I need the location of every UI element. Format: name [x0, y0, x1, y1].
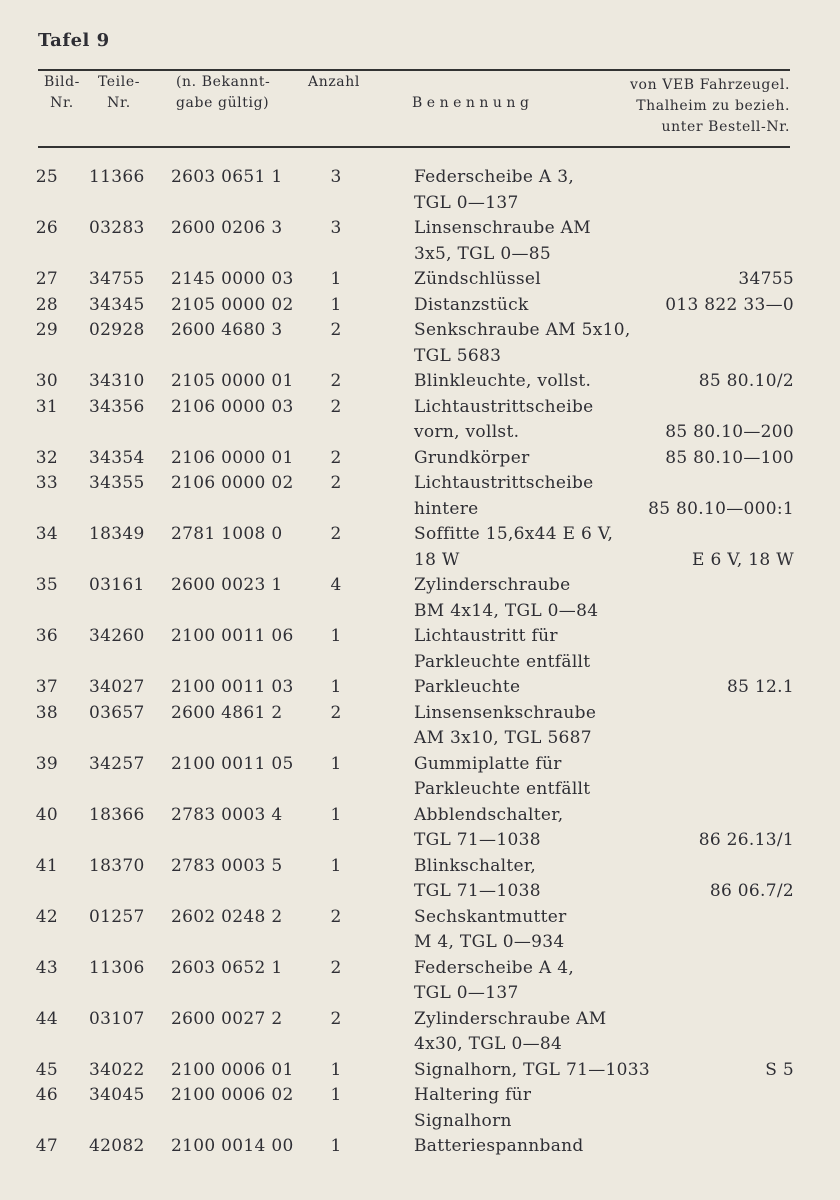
bekanntgabe-number: 2600 0027 2 — [171, 1008, 283, 1029]
benennung-line: Parkleuchte entfällt — [414, 779, 591, 799]
bild-number: 27 — [35, 269, 58, 289]
benennung-line: 4x30, TGL 0—84 — [414, 1034, 563, 1054]
benennung-line: 18 W — [414, 549, 460, 570]
bild-number: 43 — [35, 957, 58, 978]
bekanntgabe-number: 2106 0000 03 — [171, 396, 294, 417]
bekanntgabe-number: 2100 0006 02 — [171, 1085, 294, 1105]
teile-number: 34045 — [89, 1085, 145, 1105]
benennung-line: Senkschraube AM 5x10, — [414, 320, 631, 340]
anzahl-value: 2 — [330, 1008, 342, 1029]
bild-number: 39 — [35, 753, 58, 774]
anzahl-value: 3 — [330, 218, 342, 238]
bestell-number: S 5 — [765, 1059, 794, 1080]
bild-number: 33 — [35, 473, 58, 493]
benennung-line: Lichtaustrittscheibe — [414, 473, 594, 493]
header-anzahl: Anzahl — [308, 74, 360, 90]
teile-number: 34260 — [89, 626, 145, 646]
bild-number: 38 — [35, 702, 58, 723]
bekanntgabe-number: 2600 4680 3 — [171, 320, 283, 340]
anzahl-value: 1 — [330, 804, 342, 825]
bild-number: 46 — [35, 1085, 58, 1105]
bestell-number: 85 80.10—000:1 — [648, 498, 794, 519]
bekanntgabe-number: 2600 0023 1 — [171, 575, 283, 595]
bild-number: 41 — [35, 855, 58, 876]
anzahl-value: 2 — [330, 371, 342, 391]
bild-number: 37 — [35, 677, 58, 697]
anzahl-value: 1 — [330, 1059, 342, 1080]
benennung-line: TGL 0—137 — [414, 983, 519, 1003]
benennung-line: Zündschlüssel — [414, 269, 542, 289]
anzahl-value: 1 — [330, 855, 342, 876]
teile-number: 34310 — [89, 371, 145, 391]
bekanntgabe-number: 2105 0000 02 — [171, 294, 294, 315]
teile-number: 01257 — [89, 906, 145, 927]
teile-number: 03107 — [89, 1008, 145, 1029]
bekanntgabe-number: 2100 0011 03 — [171, 677, 294, 697]
bild-number: 31 — [35, 396, 58, 417]
benennung-line: TGL 71—1038 — [414, 830, 541, 850]
bild-number: 42 — [35, 906, 58, 927]
benennung-line: Parkleuchte entfällt — [414, 651, 591, 672]
benennung-line: Federscheibe A 4, — [414, 957, 575, 978]
anzahl-value: 2 — [330, 396, 342, 417]
benennung-line: Soffitte 15,6x44 E 6 V, — [414, 524, 614, 544]
bekanntgabe-number: 2145 0000 03 — [171, 269, 294, 289]
anzahl-value: 1 — [330, 677, 342, 697]
benennung-line: TGL 71—1038 — [414, 881, 541, 901]
bild-number: 36 — [35, 626, 58, 646]
bestell-number: 85 80.10—200 — [665, 422, 794, 442]
bekanntgabe-number: 2781 1008 0 — [171, 524, 283, 544]
header-teile-line2: Nr. — [107, 95, 131, 111]
benennung-line: Blinkschalter, — [414, 855, 537, 876]
benennung-line: Distanzstück — [414, 294, 529, 315]
bekanntgabe-number: 2100 0006 01 — [171, 1059, 294, 1080]
bekanntgabe-number: 2105 0000 01 — [171, 371, 294, 391]
anzahl-value: 1 — [330, 753, 342, 774]
anzahl-value: 3 — [330, 167, 342, 187]
teile-number: 34027 — [89, 677, 145, 697]
bestell-number: 86 06.7/2 — [709, 881, 794, 901]
benennung-line: BM 4x14, TGL 0—84 — [414, 600, 599, 621]
benennung-line: hintere — [414, 498, 479, 519]
bild-number: 34 — [35, 524, 58, 544]
bestell-number: 34755 — [738, 269, 794, 289]
benennung-line: TGL 0—137 — [414, 192, 519, 213]
benennung-line: Federscheibe A 3, — [414, 167, 575, 187]
bekanntgabe-number: 2783 0003 5 — [171, 855, 283, 876]
benennung-line: Zylinderschraube AM — [414, 1008, 607, 1029]
benennung-line: Linsenschraube AM — [414, 218, 591, 238]
benennung-line: vorn, vollst. — [414, 422, 520, 442]
anzahl-value: 1 — [330, 269, 342, 289]
header-veb-line1: von VEB Fahrzeugel. — [630, 77, 790, 93]
bild-number: 25 — [35, 167, 58, 187]
header-veb-line2: Thalheim zu bezieh. — [636, 98, 790, 114]
teile-number: 11366 — [89, 167, 145, 187]
bestell-number: 85 12.1 — [727, 677, 794, 697]
page-title: Tafel 9 — [38, 30, 110, 51]
teile-number: 34022 — [89, 1059, 145, 1080]
benennung-line: Signalhorn — [414, 1110, 512, 1131]
header-veb-line3: unter Bestell-Nr. — [661, 119, 790, 135]
anzahl-value: 1 — [330, 1136, 342, 1156]
benennung-line: Batteriespannband — [414, 1136, 584, 1156]
benennung-line: Sechskantmutter — [414, 906, 567, 927]
teile-number: 34355 — [89, 473, 145, 493]
bekanntgabe-number: 2600 4861 2 — [171, 702, 283, 723]
bild-number: 32 — [35, 447, 58, 468]
teile-number: 34345 — [89, 294, 145, 315]
header-bekannt-line2: gabe gültig) — [176, 95, 270, 111]
teile-number: 34257 — [89, 753, 145, 774]
teile-number: 34354 — [89, 447, 145, 468]
benennung-line: Parkleuchte — [414, 677, 521, 697]
teile-number: 42082 — [89, 1136, 145, 1156]
anzahl-value: 2 — [330, 447, 342, 468]
bekanntgabe-number: 2106 0000 02 — [171, 473, 294, 493]
header-bekannt-line1: (n. Bekannt- — [176, 74, 271, 90]
teile-number: 34356 — [89, 396, 145, 417]
benennung-line: 3x5, TGL 0—85 — [414, 243, 551, 264]
teile-number: 03283 — [89, 218, 145, 238]
benennung-line: Signalhorn, TGL 71—1033 — [414, 1059, 650, 1080]
bild-number: 45 — [35, 1059, 58, 1080]
anzahl-value: 2 — [330, 524, 342, 544]
anzahl-value: 2 — [330, 473, 342, 493]
teile-number: 18370 — [89, 855, 145, 876]
bekanntgabe-number: 2100 0014 00 — [171, 1136, 294, 1156]
benennung-line: TGL 5683 — [414, 345, 502, 366]
teile-number: 18366 — [89, 804, 145, 825]
benennung-line: Grundkörper — [414, 447, 530, 468]
bild-number: 28 — [35, 294, 58, 315]
bekanntgabe-number: 2100 0011 05 — [171, 753, 294, 774]
anzahl-value: 1 — [330, 1085, 342, 1105]
bekanntgabe-number: 2106 0000 01 — [171, 447, 294, 468]
bestell-number: 85 80.10/2 — [698, 371, 794, 391]
bild-number: 40 — [35, 804, 58, 825]
header-bild-line2: Nr. — [50, 95, 74, 111]
anzahl-value: 2 — [330, 320, 342, 340]
teile-number: 34755 — [89, 269, 145, 289]
anzahl-value: 4 — [330, 575, 342, 595]
anzahl-value: 2 — [330, 702, 342, 723]
teile-number: 02928 — [89, 320, 145, 340]
bekanntgabe-number: 2600 0206 3 — [171, 218, 283, 238]
teile-number: 03657 — [89, 702, 145, 723]
anzahl-value: 1 — [330, 294, 342, 315]
teile-number: 03161 — [89, 575, 145, 595]
bekanntgabe-number: 2603 0652 1 — [171, 957, 283, 978]
benennung-line: AM 3x10, TGL 5687 — [414, 728, 592, 748]
benennung-line: Haltering für — [414, 1085, 532, 1105]
benennung-line: Abblendschalter, — [414, 804, 564, 825]
bekanntgabe-number: 2602 0248 2 — [171, 906, 283, 927]
benennung-line: Linsensenkschraube — [414, 702, 597, 723]
benennung-line: Lichtaustritt für — [414, 626, 558, 646]
bild-number: 47 — [35, 1136, 58, 1156]
bild-number: 26 — [35, 218, 58, 238]
header-benennung: Benennung — [412, 95, 534, 111]
bild-number: 35 — [35, 575, 58, 595]
bestell-number: 85 80.10—100 — [665, 447, 794, 468]
header-bild-line1: Bild- — [44, 74, 80, 90]
bild-number: 29 — [35, 320, 58, 340]
bild-number: 44 — [35, 1008, 58, 1029]
header-teile-line1: Teile- — [97, 74, 141, 90]
benennung-line: Gummiplatte für — [414, 753, 562, 774]
bestell-number: E 6 V, 18 W — [692, 549, 794, 570]
benennung-line: Lichtaustrittscheibe — [414, 396, 594, 417]
bild-number: 30 — [35, 371, 58, 391]
bestell-number: 86 26.13/1 — [698, 830, 794, 850]
bekanntgabe-number: 2783 0003 4 — [171, 804, 283, 825]
teile-number: 11306 — [89, 957, 145, 978]
bekanntgabe-number: 2603 0651 1 — [171, 167, 283, 187]
anzahl-value: 2 — [330, 906, 342, 927]
teile-number: 18349 — [89, 524, 145, 544]
anzahl-value: 2 — [330, 957, 342, 978]
benennung-line: Zylinderschraube — [414, 575, 571, 595]
bestell-number: 013 822 33—0 — [665, 294, 794, 315]
bekanntgabe-number: 2100 0011 06 — [171, 626, 294, 646]
benennung-line: M 4, TGL 0—934 — [414, 932, 565, 952]
benennung-line: Blinkleuchte, vollst. — [414, 371, 592, 391]
anzahl-value: 1 — [330, 626, 342, 646]
